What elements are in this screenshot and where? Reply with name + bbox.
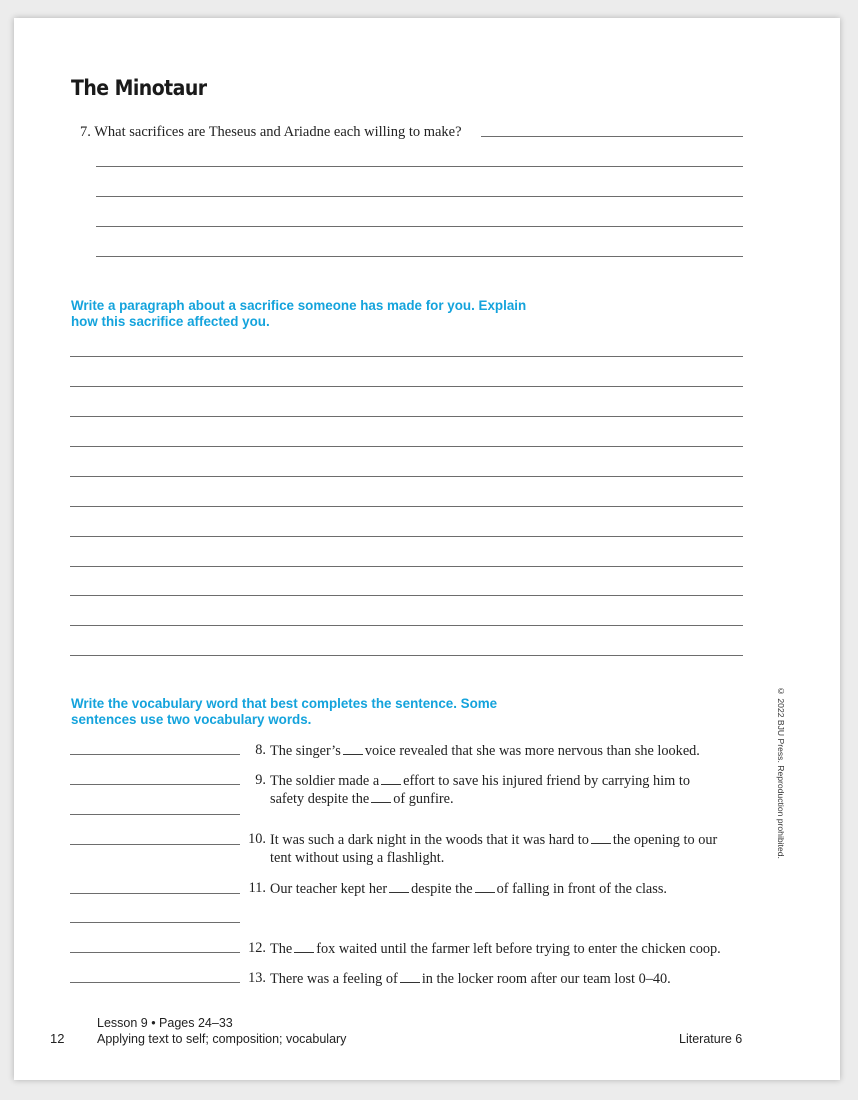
writing-line[interactable] bbox=[70, 625, 743, 626]
inline-blank bbox=[400, 972, 420, 983]
writing-line[interactable] bbox=[70, 536, 743, 537]
writing-line[interactable] bbox=[70, 506, 743, 507]
vocab-sentence-10: It was such a dark night in the woods that it was hard to the opening to our tent without using a flashlight. bbox=[270, 832, 718, 866]
heading-line: Write a paragraph about a sacrifice someone has made for you. Explain bbox=[71, 298, 527, 313]
vocab-sentence-13: There was a feeling of in the locker room after our team lost 0–40. bbox=[270, 971, 671, 987]
inline-blank bbox=[389, 882, 409, 893]
item-number: 8. bbox=[255, 742, 266, 758]
heading-line: sentences use two vocabulary words. bbox=[71, 712, 312, 727]
lesson-info: Lesson 9 • Pages 24–33 bbox=[97, 1016, 233, 1030]
writing-line[interactable] bbox=[70, 655, 743, 656]
page-number: 12 bbox=[50, 1031, 65, 1046]
vocab-answer-line[interactable] bbox=[70, 952, 240, 953]
inline-blank bbox=[343, 744, 363, 755]
item-number: 13. bbox=[248, 970, 266, 986]
answer-line[interactable] bbox=[96, 166, 743, 167]
book-title: Literature 6 bbox=[679, 1032, 743, 1046]
vocab-answer-line[interactable] bbox=[70, 814, 240, 815]
skills-info: Applying text to self; composition; vocabulary bbox=[97, 1032, 347, 1046]
writing-line[interactable] bbox=[70, 356, 743, 357]
vocab-answer-line[interactable] bbox=[70, 893, 240, 894]
writing-line[interactable] bbox=[70, 566, 743, 567]
writing-line[interactable] bbox=[70, 595, 743, 596]
worksheet-page bbox=[14, 18, 840, 1080]
item-number: 10. bbox=[248, 831, 266, 847]
answer-line[interactable] bbox=[96, 196, 743, 197]
question-7: 7. What sacrifices are Theseus and Ariadne each willing to make? bbox=[80, 124, 462, 140]
answer-line[interactable] bbox=[481, 136, 743, 137]
vocab-sentence-12: The fox waited until the farmer left before trying to enter the chicken coop. bbox=[270, 941, 721, 957]
vocab-answer-line[interactable] bbox=[70, 844, 240, 845]
answer-line[interactable] bbox=[96, 226, 743, 227]
inline-blank bbox=[381, 774, 401, 785]
inline-blank bbox=[371, 792, 391, 803]
item-number: 12. bbox=[248, 940, 266, 956]
vocab-sentence-9: The soldier made a effort to save his injured friend by carrying him to safety despite the of gunfire. bbox=[270, 773, 690, 807]
page-title: The Minotaur bbox=[71, 76, 207, 100]
heading-line: Write the vocabulary word that best completes the sentence. Some bbox=[71, 696, 498, 711]
writing-line[interactable] bbox=[70, 446, 743, 447]
writing-line[interactable] bbox=[70, 476, 743, 477]
answer-line[interactable] bbox=[96, 256, 743, 257]
paragraph-instructions bbox=[71, 298, 541, 330]
writing-line[interactable] bbox=[70, 416, 743, 417]
vocab-answer-line[interactable] bbox=[70, 784, 240, 785]
inline-blank bbox=[294, 942, 314, 953]
copyright-notice: © 2022 BJU Press. Reproduction prohibited. bbox=[776, 686, 786, 859]
vocab-answer-line[interactable] bbox=[70, 754, 240, 755]
heading-line: how this sacrifice affected you. bbox=[71, 314, 270, 329]
item-number: 11. bbox=[248, 880, 266, 896]
vocab-sentence-11: Our teacher kept her despite the of falling in front of the class. bbox=[270, 881, 667, 897]
item-number: 9. bbox=[255, 772, 266, 788]
vocab-answer-line[interactable] bbox=[70, 922, 240, 923]
inline-blank bbox=[591, 833, 611, 844]
vocab-answer-line[interactable] bbox=[70, 982, 240, 983]
writing-line[interactable] bbox=[70, 386, 743, 387]
vocab-instructions bbox=[71, 696, 541, 728]
vocab-sentence-8: The singer’s voice revealed that she was more nervous than she looked. bbox=[270, 743, 700, 759]
inline-blank bbox=[475, 882, 495, 893]
